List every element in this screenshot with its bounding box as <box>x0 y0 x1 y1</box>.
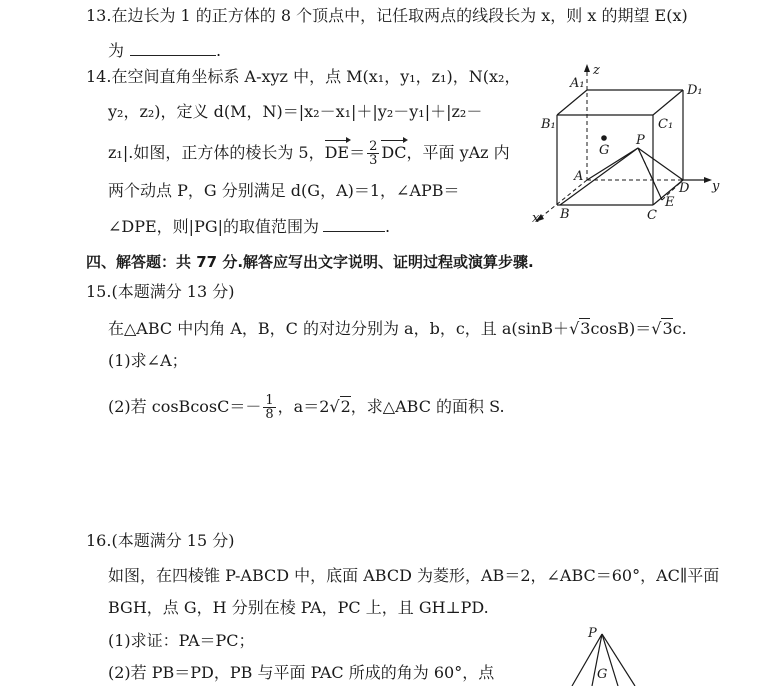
q13-line2-end: . <box>216 41 222 60</box>
q14-eq: ＝ <box>349 143 366 162</box>
q14-line3 <box>108 140 510 167</box>
label-c1: C₁ <box>658 117 674 132</box>
frac-den-2: 8 <box>265 407 274 422</box>
q16-title: 16.(本题满分 15 分) <box>86 531 235 550</box>
q15-stem-a: 在△ABC 中内角 A，B，C 的对边分别为 a，b，c，且 a(sinB＋ <box>108 319 570 338</box>
section4-heading: 四、解答题：共 77 分.解答应写出文字说明、证明过程或演算步骤. <box>86 253 534 271</box>
q15-part2-a: (2)若 cosBcosC＝－ <box>108 397 262 416</box>
q14-line5-end: . <box>385 217 391 236</box>
fraction-two-thirds <box>367 140 379 167</box>
q13-answer-blank[interactable] <box>130 41 216 56</box>
q14-line4: 两个动点 P，G 分别满足 d(G，A)＝1，∠APB＝ <box>108 181 460 200</box>
q13-line1: 13.在边长为 1 的正方体的 8 个顶点中，记任取两点的线段长为 x，则 x 的期望 E(x) <box>86 6 688 25</box>
q14-line1: 14.在空间直角坐标系 A-xyz 中，点 M(x₁，y₁，z₁)，N(x₂， <box>86 67 521 86</box>
q13-line2-text: 为 <box>108 41 125 60</box>
q14-line3-b: ，平面 yAz 内 <box>406 143 510 162</box>
cube-figure <box>530 60 730 225</box>
q15-title: 15.(本题满分 13 分) <box>86 282 235 301</box>
q14-line2: y₂，z₂)，定义 d(M，N)＝|x₂－x₁|＋|y₂－y₁|＋|z₂－ <box>108 102 483 121</box>
sqrt-sign-1: √ <box>569 319 580 338</box>
q15-part2-c: ，求△ABC 的面积 S. <box>350 397 505 416</box>
q16-stem2: BGH，点 G，H 分别在棱 PA，PC 上，且 GH⊥PD. <box>108 598 489 617</box>
label-e: E <box>665 195 675 210</box>
q15-part2-b: ，a＝2 <box>277 397 330 416</box>
sqrt-sign-3: √ <box>329 397 340 416</box>
q14-answer-blank[interactable] <box>323 217 385 232</box>
q15-part1: (1)求∠A； <box>108 351 188 370</box>
label-b: B <box>560 207 570 222</box>
q14-line5 <box>108 216 390 238</box>
q15-stem <box>108 318 687 340</box>
label-p-pyramid: P <box>588 626 597 641</box>
label-g: G <box>599 143 610 158</box>
sqrt-3: 2 <box>340 397 351 416</box>
label-c: C <box>647 208 657 223</box>
frac-num: 2 <box>369 139 378 154</box>
vector-de: DE <box>324 143 350 162</box>
label-y: y <box>712 179 720 194</box>
q16-part2: (2)若 PB＝PD，PB 与平面 PAC 所成的角为 60°，点 <box>108 663 495 682</box>
vector-dc: DC <box>381 143 407 162</box>
label-p: P <box>636 133 645 148</box>
q15-stem-c: c. <box>672 319 687 338</box>
sqrt-sign-2: √ <box>651 319 662 338</box>
q13-line2 <box>108 40 221 62</box>
label-d1: D₁ <box>687 83 703 98</box>
label-z: z <box>593 63 600 78</box>
q15-part2 <box>108 394 505 421</box>
pyramid-figure <box>560 622 680 686</box>
label-d: D <box>679 181 690 196</box>
frac-num-2: 1 <box>265 393 274 408</box>
sqrt-1: 3 <box>580 319 591 338</box>
label-b1: B₁ <box>541 117 556 132</box>
label-a: A <box>574 169 584 184</box>
label-g-pyramid: G <box>597 667 608 682</box>
frac-den: 3 <box>369 153 378 168</box>
fraction-one-eighth <box>263 394 275 421</box>
q14-line3-a: z₁|.如图，正方体的棱长为 5， <box>108 143 325 162</box>
label-x: x <box>532 211 540 225</box>
q16-part1: (1)求证：PA＝PC； <box>108 631 255 650</box>
label-a1: A₁ <box>570 76 585 91</box>
sqrt-2: 3 <box>662 319 673 338</box>
q16-stem1: 如图，在四棱锥 P-ABCD 中，底面 ABCD 为菱形，AB＝2，∠ABC＝60°，AC∥平面 <box>108 566 720 585</box>
q15-stem-b: cosB)＝ <box>590 319 652 338</box>
q14-line5-a: ∠DPE，则|PG|的取值范围为 <box>108 217 320 236</box>
